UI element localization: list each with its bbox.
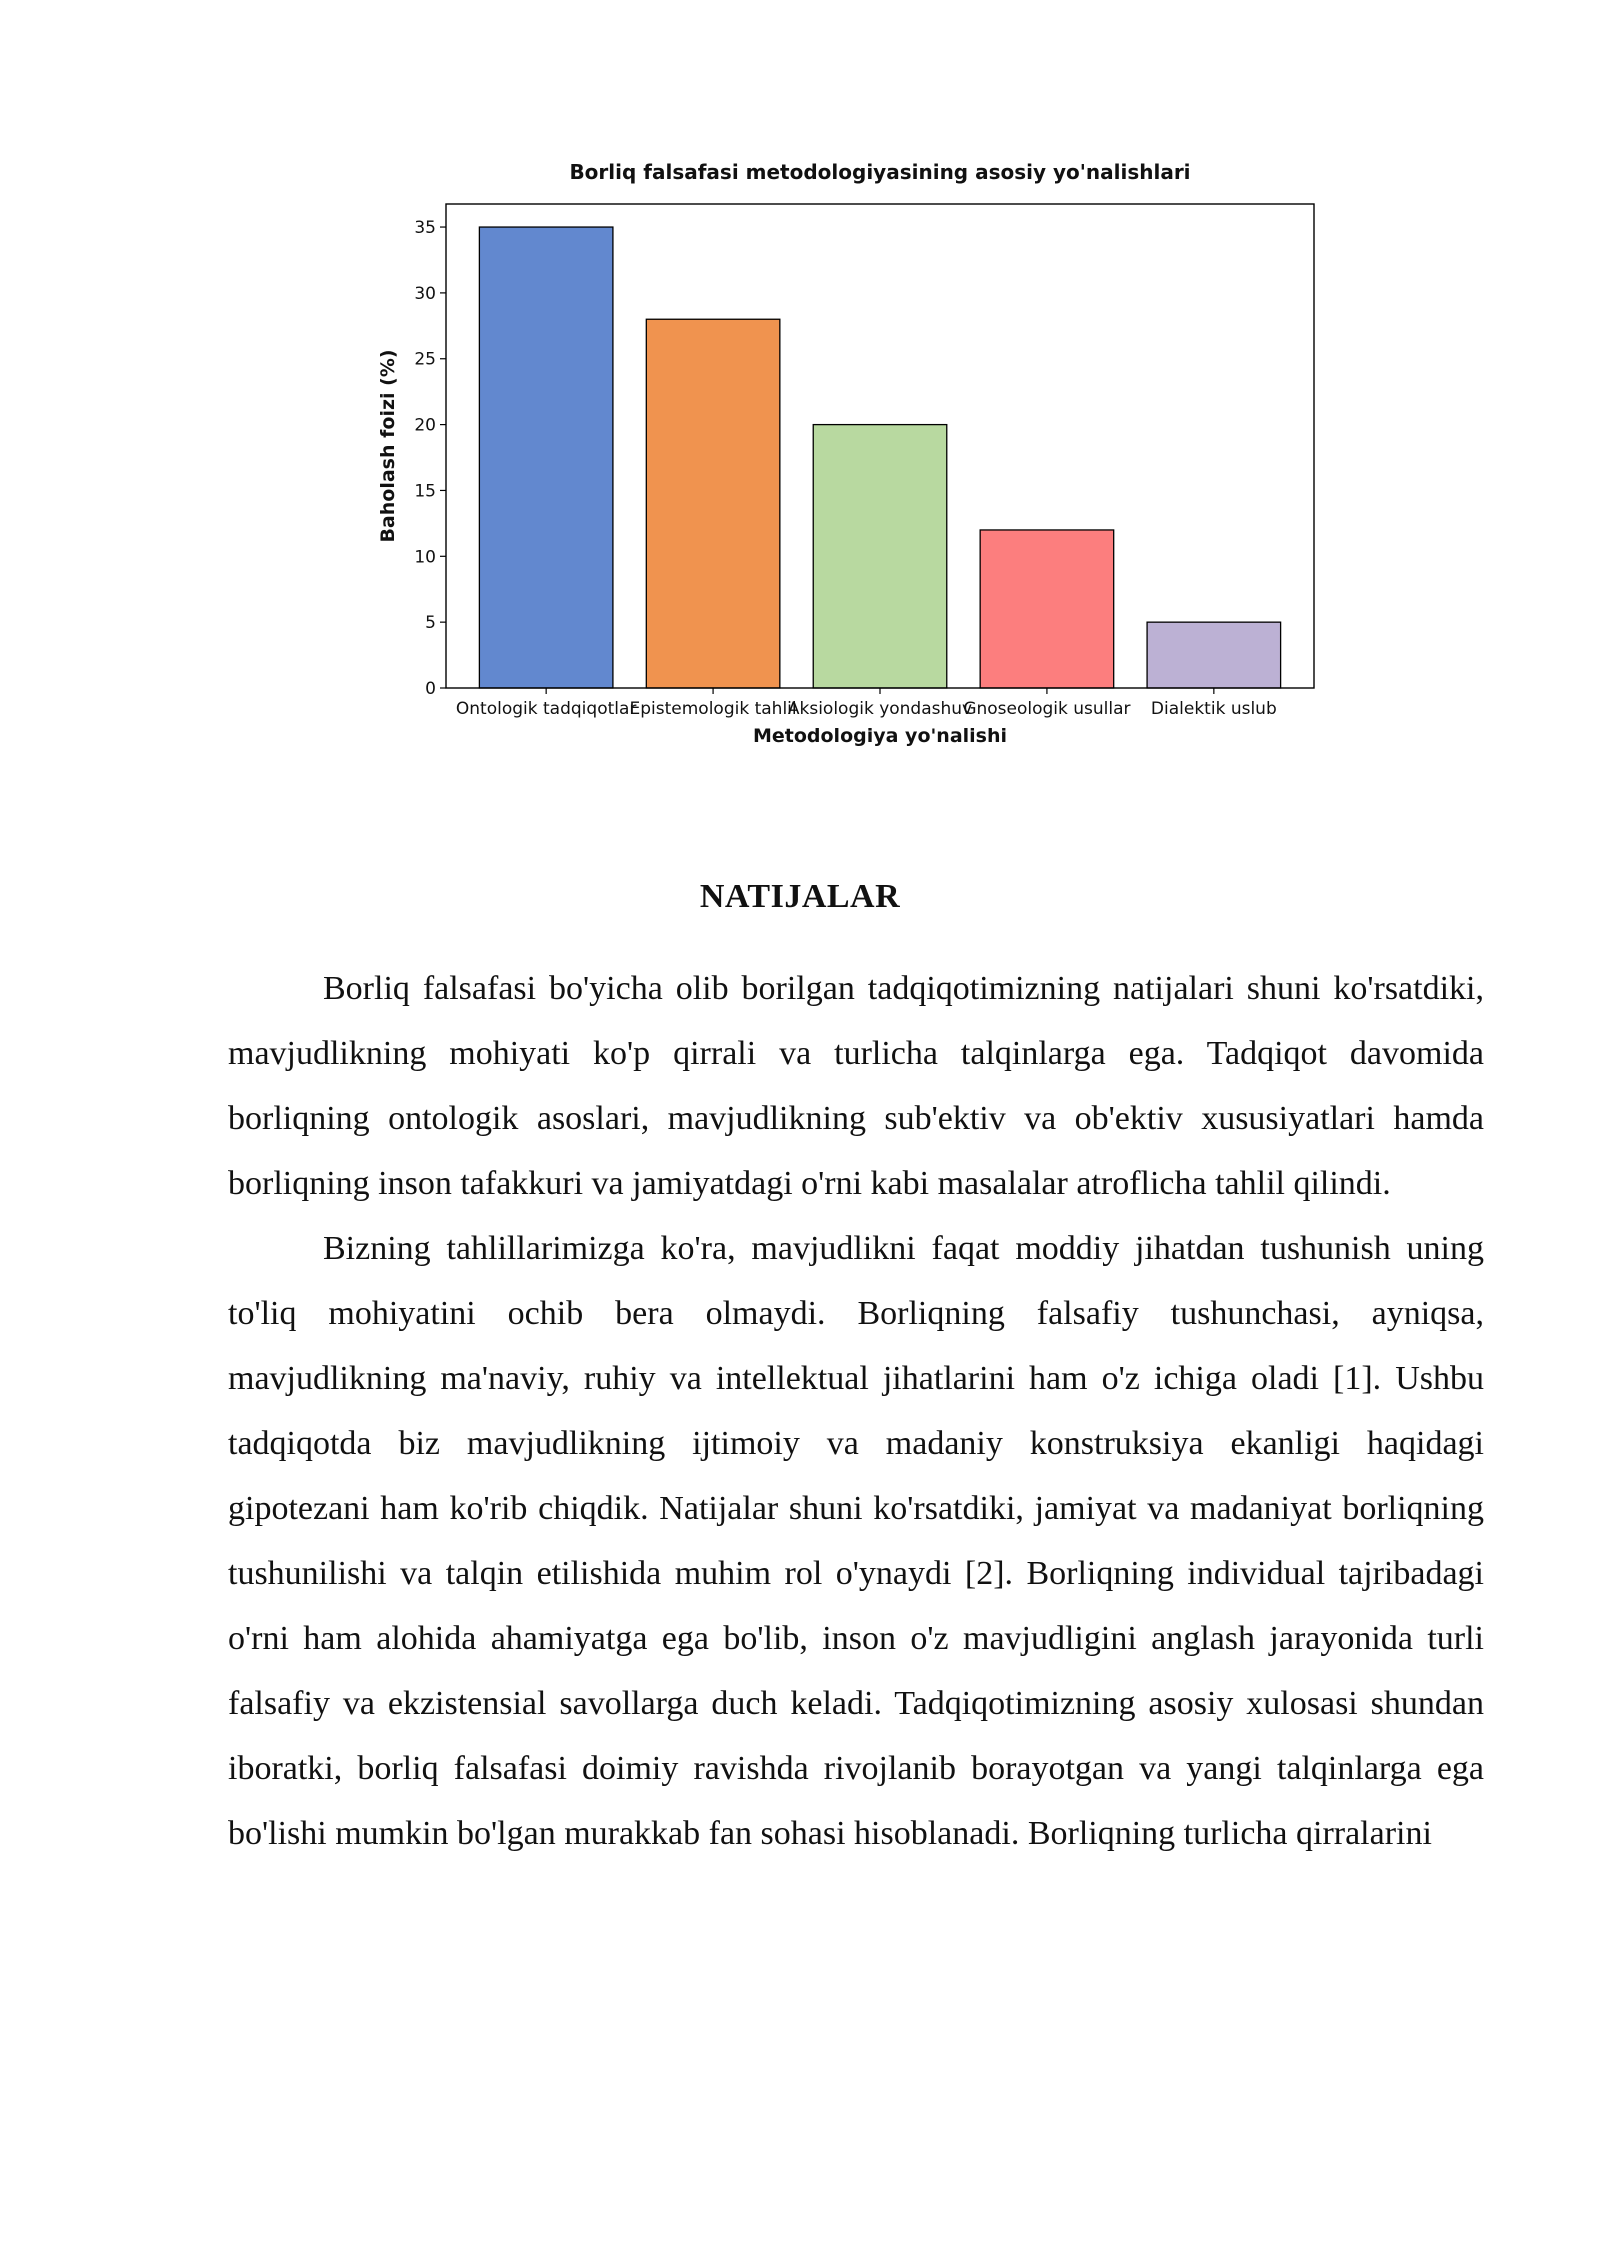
- x-tick-label: Gnoseologik usullar: [963, 699, 1131, 719]
- bar-1: [479, 227, 613, 688]
- body-text: [228, 956, 1484, 1866]
- x-tick-label: Epistemologik tahlil: [629, 699, 797, 719]
- y-tick-label: 20: [414, 415, 436, 436]
- bar-chart: [360, 150, 1340, 770]
- x-tick-label: Dialektik uslub: [1150, 699, 1277, 719]
- x-axis-label: Metodologiya yo'nalishi: [752, 725, 1008, 747]
- y-tick-label: 25: [414, 349, 436, 370]
- chart-title: Borliq falsafasi metodologiyasining asosiy yo'nalishlari: [569, 160, 1191, 184]
- y-tick-label: 5: [425, 613, 436, 634]
- y-axis-label: Baholash foizi (%): [377, 349, 399, 543]
- bar-5: [1147, 622, 1281, 688]
- y-tick-label: 10: [414, 547, 436, 568]
- paragraph: Borliq falsafasi bo'yicha olib borilgan tadqiqotimizning natijalari shuni ko'rsatdiki, mavjudlikning mohiyati ko'p qirrali va turlicha talqinlarga ega. Tadqiqot davomida borliqning ontologik asoslari, mavjudlikning sub'ektiv va ob'ektiv xususiyatlari hamda borliqning inson tafakkuri va jamiyatdagi o'rni kabi masalalar atroflicha tahlil qilindi.: [228, 970, 1484, 1202]
- y-tick-label: 35: [414, 218, 436, 239]
- y-tick-label: 0: [425, 679, 436, 699]
- paragraph: Bizning tahlillarimizga ko'ra, mavjudlikni faqat moddiy jihatdan tushunish uning to'liq mohiyatini ochib bera olmaydi. Borliqning falsafiy tushunchasi, ayniqsa, mavjudlikning ma'naviy, ruhiy va intellektual jihatlarini ham o'z ichiga oladi [1]. Ushbu tadqiqotda biz mavjudlikning ijtimoiy va madaniy konstruksiya ekanligi haqidagi gipotezani ham ko'rib chiqdik. Natijalar shuni ko'rsatdiki, jamiyat va madaniyat borliqning tushunilishi va talqin etilishida muhim rol o'ynaydi [2]. Borliqning individual tajribadagi o'rni ham alohida ahamiyatga ega bo'lib, inson o'z mavjudligini anglash jarayonida turli falsafiy va ekzistensial savollarga duch keladi. Tadqiqotimizning asosiy xulosasi shundan iboratki, borliq falsafasi doimiy ravishda rivojlanib borayotgan va yangi talqinlarga ega bo'lishi mumkin bo'lgan murakkab fan sohasi hisoblanadi. Borliqning turlicha qirralarini: [228, 1230, 1484, 1852]
- x-tick-label: Aksiologik yondashuv: [787, 699, 973, 719]
- x-tick-label: Ontologik tadqiqotlar: [455, 699, 637, 719]
- bar-2: [646, 319, 780, 688]
- bar-chart-figure: [360, 150, 1340, 770]
- bar-4: [980, 530, 1114, 688]
- section-heading: NATIJALAR: [699, 878, 901, 915]
- y-tick-label: 15: [414, 481, 436, 502]
- y-tick-label: 30: [414, 283, 436, 304]
- bar-3: [813, 425, 947, 688]
